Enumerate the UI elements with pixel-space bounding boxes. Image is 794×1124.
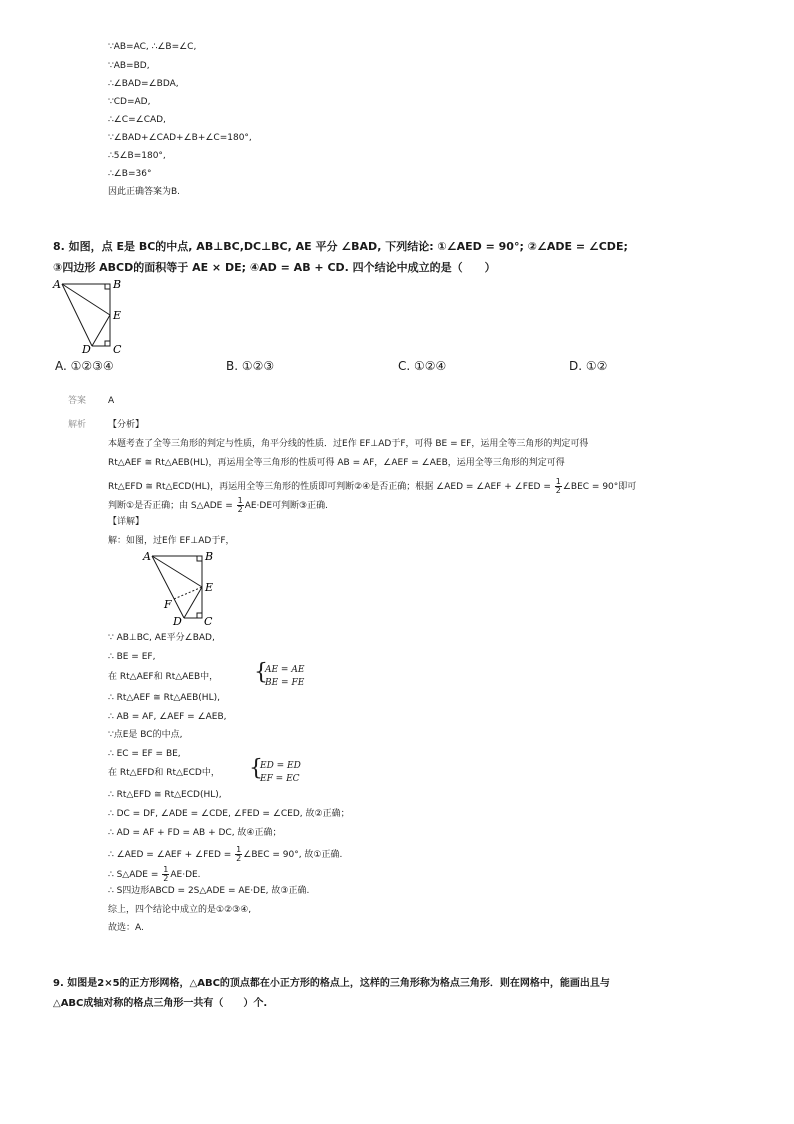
fraction-numerator: 1 [236,845,242,854]
answer-value: A [108,396,115,406]
label-d: D [173,615,182,626]
prev-solution-line-1: ∵AB=AC, ∴∠B=∠C, [108,42,197,52]
detail-line-7: ∴ EC = EF = BE, [108,749,181,759]
analysis-line-3-tail: ∠BEC = 90°即可 [562,482,637,492]
prev-solution-line-9: 因此正确答案为B. [108,187,181,197]
system-1-eq-2: BE = FE [265,678,305,688]
fraction-half [555,478,562,495]
label-f: F [164,598,172,611]
detail-figure [138,548,218,626]
detail-line-13 [108,866,201,883]
label-b: B [205,550,214,563]
fraction-denominator: 2 [236,854,242,863]
prev-solution-line-8: ∴∠B=36° [108,169,152,179]
detail-line-5: ∴ AB = AF, ∠AEF = ∠AEB, [108,712,227,722]
system-1-eq-1: AE = AE [265,665,305,675]
q9-stem-line-2: △ABC成轴对称的格点三角形一共有（ ）个. [53,998,268,1009]
q8-figure [50,278,130,354]
fraction-numerator: 1 [555,477,561,486]
analysis-line-2: Rt△AEF ≅ Rt△AEB(HL)，再运用全等三角形的性质可得 AB = AF，∠AEF = ∠AEB，运用全等三角形的判定可得 [108,458,565,468]
prev-solution-line-2: ∵AB=BD, [108,61,150,71]
analysis-line-4-text: 判断①是否正确；由 S△ADE = [108,501,236,511]
fraction-numerator: 1 [237,496,243,505]
detail-line-1: ∵ AB⊥BC, AE平分∠BAD, [108,633,215,643]
analysis-head: 【分析】 [108,420,145,430]
detail-line-9: ∴ Rt△EFD ≅ Rt△ECD(HL), [108,790,222,800]
detail-line-12 [108,846,342,863]
detail-line-4: ∴ Rt△AEF ≅ Rt△AEB(HL), [108,693,220,703]
system-2-eq-1: ED = ED [260,761,301,771]
answer-label: 答案 [68,396,87,406]
label-c: C [204,615,213,626]
right-angle-c [105,341,110,346]
right-angle-b [197,556,202,561]
system-brace-2: { [249,756,263,781]
label-b: B [113,278,122,291]
analysis-line-3-text: Rt△EFD ≅ Rt△ECD(HL)，再运用全等三角形的性质即可判断②④是否正确；根据 ∠AED = ∠AEF + ∠FED = [108,482,554,492]
right-angle-c [197,613,202,618]
q9-stem-line-1: 9. 如图是2×5的正方形网格，△ABC的顶点都在小正方形的格点上，这样的三角形称为格点三角形．则在网格中，能画出且与 [53,978,610,989]
q8-stem-line-2: ③四边形 ABCD的面积等于 AE × DE; ④AD = AB + CD. 四个结论中成立的是（ ） [53,261,496,274]
detail-line-16: 故选：A. [108,923,144,933]
detail-line-12-text: ∴ ∠AED = ∠AEF + ∠FED = [108,850,235,860]
system-2-eq-2: EF = EC [260,774,300,784]
label-a: A [53,278,61,291]
fraction-denominator: 2 [163,874,169,883]
detail-line-3: 在 Rt△AEF和 Rt△AEB中， [108,672,219,682]
option-d: D. ①② [569,359,608,373]
detail-line-6: ∵点E是 BC的中点, [108,730,183,740]
prev-solution-line-5: ∴∠C=∠CAD, [108,115,166,125]
prev-solution-line-6: ∵∠BAD+∠CAD+∠B+∠C=180°, [108,133,252,143]
option-a: A. ①②③④ [55,359,114,373]
analysis-line-1: 本题考查了全等三角形的判定与性质，角平分线的性质．过E作 EF⊥AD于F，可得 BE = EF，运用全等三角形的判定可得 [108,439,589,449]
detail-line-13-text: ∴ S△ADE = [108,870,162,880]
label-c: C [113,343,122,354]
detail-line-13-tail: AE·DE. [170,870,201,880]
label-e: E [113,309,122,322]
q8-stem-line-1: 8. 如图，点 E是 BC的中点, AB⊥BC,DC⊥BC, AE 平分 ∠BAD, 下列结论: ①∠AED = 90°; ②∠ADE = ∠CDE; [53,240,628,253]
analysis-line-4 [108,497,328,514]
prev-solution-line-7: ∴5∠B=180°, [108,151,166,161]
label-d: D [82,343,91,354]
fraction-half [162,866,169,883]
segment-ef-dashed [174,587,202,599]
detail-line-15: 综上，四个结论中成立的是①②③④, [108,905,252,915]
right-angle-b [105,284,110,289]
detail-line-8: 在 Rt△EFD和 Rt△ECD中， [108,768,220,778]
detail-intro: 解：如图，过E作 EF⊥AD于F， [108,536,235,546]
option-c: C. ①②④ [398,359,447,373]
fraction-denominator: 2 [237,505,243,514]
option-b: B. ①②③ [226,359,275,373]
system-brace-1: { [254,660,268,685]
fraction-half [235,846,242,863]
detail-line-14: ∴ S四边形ABCD = 2S△ADE = AE·DE, 故③正确. [108,886,310,896]
detail-line-2: ∴ BE = EF, [108,652,156,662]
detail-line-10: ∴ DC = DF, ∠ADE = ∠CDE, ∠FED = ∠CED, 故②正确； [108,809,350,819]
label-a: A [143,550,151,563]
analysis-label: 解析 [68,420,87,430]
detail-head: 【详解】 [108,517,145,527]
detail-line-12-tail: ∠BEC = 90°, 故①正确. [243,850,343,860]
fraction-denominator: 2 [555,486,561,495]
fraction-numerator: 1 [163,865,169,874]
analysis-line-4-tail: AE·DE可判断③正确. [244,501,328,511]
detail-line-11: ∴ AD = AF + FD = AB + DC, 故④正确； [108,828,282,838]
prev-solution-line-3: ∴∠BAD=∠BDA, [108,79,179,89]
prev-solution-line-4: ∵CD=AD, [108,97,151,107]
label-e: E [205,581,214,594]
analysis-line-3 [108,478,636,495]
fraction-half [237,497,244,514]
